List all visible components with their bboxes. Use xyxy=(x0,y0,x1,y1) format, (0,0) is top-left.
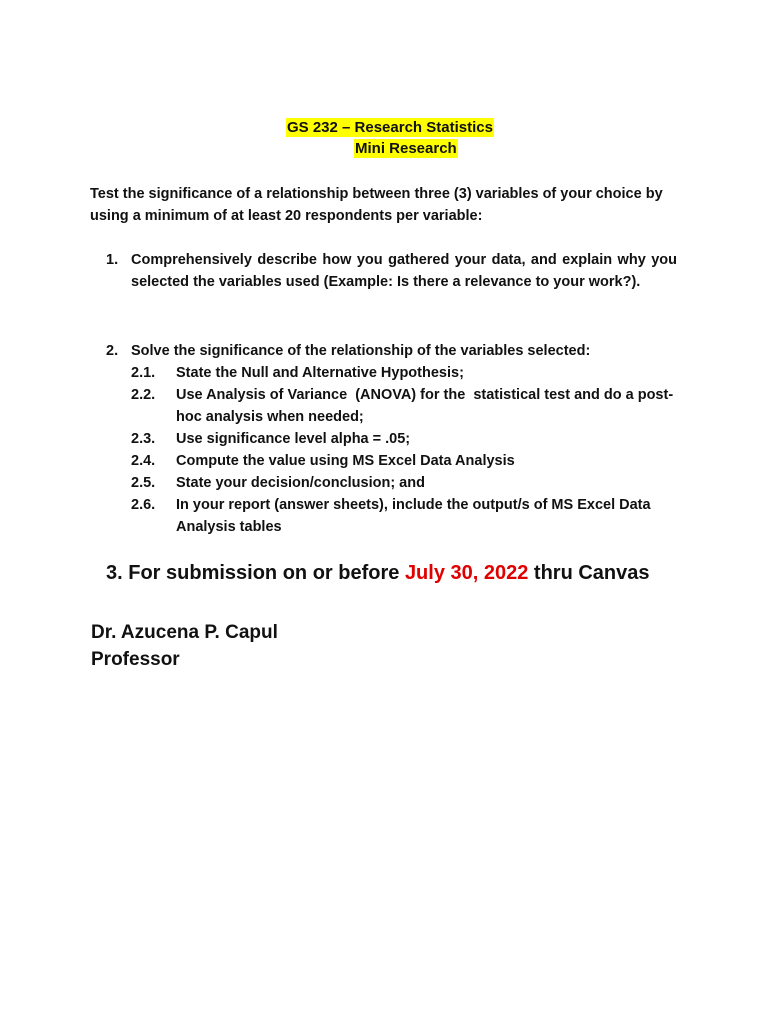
assignment-title: Mini Research xyxy=(355,140,457,157)
course-title: GS 232 – Research Statistics xyxy=(287,119,493,136)
subitem-number: 2.2. xyxy=(131,387,156,403)
subitem-number: 2.5. xyxy=(131,475,156,491)
submission-date: July 30, 2022 xyxy=(404,562,529,584)
subitem-text: In your report (answer sheets), include the output/s of MS Excel Data Analysis tables xyxy=(176,497,655,535)
submission-suffix: thru Canvas xyxy=(528,562,650,584)
item-1-text: Comprehensively describe how you gathered your data, and explain why you selected the variables used (Example: Is there a relevance to your work?). xyxy=(131,252,677,290)
subitem-number: 2.4. xyxy=(131,453,156,469)
subitem-text: Compute the value using MS Excel Data Analysis xyxy=(176,453,515,469)
subitem-text: Use significance level alpha = .05; xyxy=(176,431,411,447)
signature-name: Dr. Azucena P. Capul xyxy=(91,622,278,643)
subitem-number: 2.6. xyxy=(131,497,156,513)
subitem-text: Use Analysis of Variance (ANOVA) for the statistical test and do a post-hoc analysis when needed; xyxy=(176,387,674,425)
subitem-text: State the Null and Alternative Hypothesis; xyxy=(176,365,464,381)
intro-paragraph: Test the significance of a relationship between three (3) variables of your choice by using a minimum of at least 20 respondents per variable: xyxy=(90,186,663,224)
item-2-number: 2. xyxy=(106,343,119,359)
submission-prefix: 3. For submission on or before xyxy=(106,562,405,584)
item-2-text: Solve the significance of the relationship of the variables selected: xyxy=(131,343,591,359)
subitem-number: 2.3. xyxy=(131,431,156,447)
subitem-text: State your decision/conclusion; and xyxy=(176,475,425,491)
submission-deadline xyxy=(106,560,650,586)
item-1-number: 1. xyxy=(106,252,119,268)
signature-title: Professor xyxy=(91,649,180,670)
subitem-number: 2.1. xyxy=(131,365,156,381)
